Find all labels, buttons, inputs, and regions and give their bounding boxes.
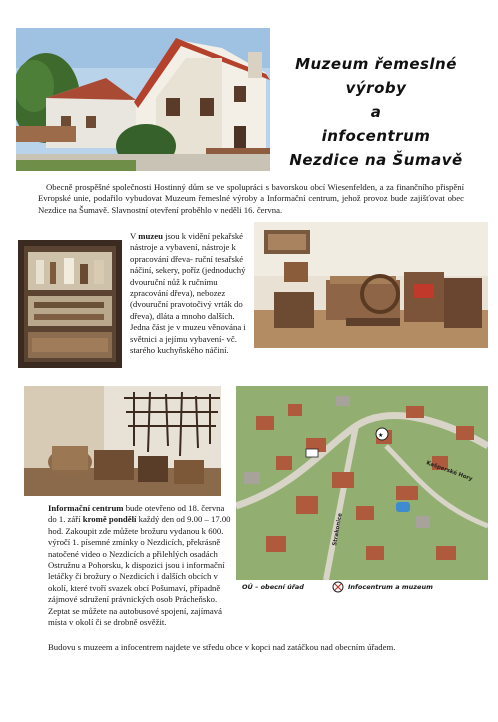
- map-road-label-2: Strakonice: [332, 512, 344, 547]
- legend-museum-label: Infocentrum a muzeum: [348, 583, 433, 591]
- title-line-5: Nezdice na Šumavě: [289, 151, 463, 169]
- map-road-label: Kašperské Hory: [425, 460, 474, 483]
- title-line-3: a: [370, 103, 382, 121]
- legend-office-label: OÚ – obecní úřad: [242, 583, 304, 591]
- museum-lead: V: [130, 231, 139, 241]
- page-title: [276, 52, 476, 172]
- info-text-2: každý den od 9.00 – 17.00 hod. Zakoupit zde můžete brožuru vydanou k 600. výročí 1. písemné zmínky o Nezdicích, překrásně natočené video o Nezdicích a přilehlých osadách Ostružnu a Pohorsku, k dispozici jsou i informační letáčky či brožury o Nezdicích i dalších obcích v okolí, které tvoří svazek obcí Pošumaví, případně zájmové sdružení právnických osob Prácheňsko. Zeptat se můžete na autobusové spojení, zajímavá místa v okolí či se drobně osvěžit.: [48, 514, 231, 628]
- title-line-1: Muzeum řemeslné: [295, 55, 457, 73]
- museum-text: jsou k vidění pekařské nástroje a vybavení, nástroje k opracování dřeva- ruční tesařské náčiní, sekery, poříz (jednoduchý dvouruční nůž k ručnímu zpracování dřeva), nebozez (dvouruční pravotočivý vrták do dřeva), dláta a mnoho dalších. Jedna část je v muzeu věnována i světnici a jejímu vybavení- vč. starého kuchyňského náčiní.: [130, 231, 246, 356]
- info-paragraph: [48, 503, 234, 628]
- intro-text: Obecně prospěšné společnosti Hostinný dům se ve spolupráci s bavorskou obcí Wiesenfelden, a za finančního přispění Evropské unie, podařilo vybudovat Muzeum řemeslné výroby a Informační centrum, jehož provoz bude zajišťovat obec Nezdice na Šumavě. Slavnostní otevření proběhlo v neděli 16. června.: [38, 182, 464, 215]
- tools-photo: [24, 386, 221, 496]
- museum-shelves-photo: [18, 240, 122, 368]
- title-line-2: výroby: [345, 79, 407, 97]
- village-map: [236, 386, 488, 580]
- museum-keyword: muzeu: [138, 231, 163, 241]
- museum-paragraph: [130, 231, 248, 356]
- closing-text: Budovu s muzeem a infocentrem najdete ve středu obce v kopci nad zatáčkou nad obecním úřadem.: [48, 642, 396, 652]
- info-heading: Informační centrum: [48, 503, 124, 513]
- museum-room-photo: [254, 222, 488, 348]
- museum-marker-icon: [332, 581, 344, 595]
- title-line-4: infocentrum: [321, 127, 431, 145]
- info-text-1: bude otevřeno od 18. června do 1. září: [48, 503, 225, 525]
- building-photo: [16, 28, 270, 171]
- svg-text:★: ★: [378, 432, 384, 439]
- map-legend: [238, 581, 488, 595]
- closing-paragraph: [48, 642, 468, 653]
- intro-paragraph: [38, 182, 464, 216]
- info-opening-days: kromě pondělí: [82, 514, 137, 525]
